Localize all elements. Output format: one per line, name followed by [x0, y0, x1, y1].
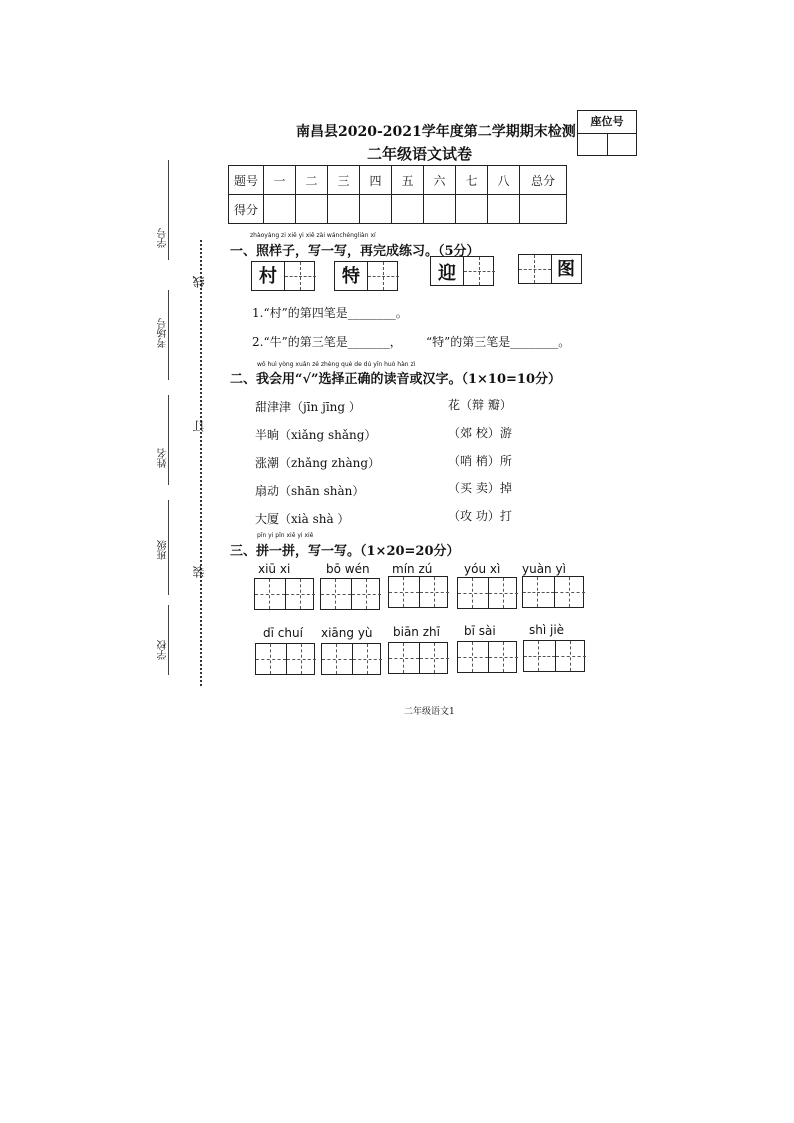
- q3-pinyin-r2-5: shì jiè: [529, 623, 565, 637]
- q1-title: 一、照样子，写一写，再完成练习。（5分）: [230, 244, 480, 259]
- binding-dotted-line: [200, 240, 202, 686]
- score-row-label: 得分: [229, 195, 264, 224]
- q2-right-3[interactable]: （哨 梢）所: [448, 454, 512, 468]
- q1-line2b: “特”的第三笔是________。: [426, 335, 571, 349]
- model-char: 迎: [438, 263, 456, 284]
- q3-pinyin-r1-2: bō wén: [326, 562, 370, 576]
- score-cell[interactable]: [424, 195, 456, 224]
- q3-pinyin-r2-1: dī chuí: [263, 626, 303, 640]
- q3-answer-box-r2-2[interactable]: [321, 643, 381, 675]
- q2-right-2[interactable]: （郊 校）游: [448, 426, 512, 440]
- q2-left-1[interactable]: 甜津津（jīn jīng ）: [255, 400, 361, 414]
- q3-answer-box-r1-1[interactable]: [254, 578, 314, 610]
- seat-divider: [607, 133, 608, 155]
- score-table-score-row: [229, 195, 567, 224]
- q3-pinyin-r1-5: yuàn yì: [522, 562, 566, 576]
- q3-pinyin-r2-2: xiāng yù: [321, 626, 373, 640]
- q3-title: 三、拼一拼，写一写。（1×20=20分）: [230, 544, 460, 559]
- q2-left-2[interactable]: 半晌（xiǎng shǎng）: [255, 428, 377, 442]
- score-table-header-row: [229, 166, 567, 195]
- field-exam-room-label: 考场号: [158, 318, 169, 348]
- q2-left-4[interactable]: 扇动（shān shàn）: [255, 484, 365, 498]
- q3-pinyin-r1-4: yóu xì: [464, 562, 501, 576]
- score-header-cell: 七: [456, 166, 488, 195]
- binding-mark-bind: 订: [192, 420, 206, 432]
- q3-pinyin-r2-3: biān zhī: [393, 625, 440, 639]
- q1-char-box-1[interactable]: [251, 261, 315, 291]
- score-cell[interactable]: [456, 195, 488, 224]
- q2-right-4[interactable]: （买 卖）掉: [448, 481, 512, 495]
- score-cell[interactable]: [296, 195, 328, 224]
- score-cell[interactable]: [392, 195, 424, 224]
- binding-mark-mount: 装: [192, 566, 206, 578]
- model-char: 特: [342, 266, 360, 287]
- q1-line2a: 2.“牛”的第三笔是_______，: [252, 335, 402, 349]
- q3-answer-box-r1-4[interactable]: [457, 577, 517, 609]
- q2-pinyin: wǒ huì yòng xuǎn zé zhèng què de dú yīn huò hàn zì: [257, 361, 416, 368]
- q3-answer-box-r1-5[interactable]: [522, 576, 584, 608]
- q3-pinyin-r2-4: bī sài: [464, 624, 496, 638]
- score-header-cell: 八: [488, 166, 520, 195]
- score-table: [228, 165, 567, 224]
- q3-answer-box-r1-2[interactable]: [320, 578, 380, 610]
- score-header-cell: 五: [392, 166, 424, 195]
- q2-title: 二、我会用“√”选择正确的读音或汉字。（1×10=10分）: [230, 372, 562, 387]
- score-cell[interactable]: [488, 195, 520, 224]
- page-footer: 二年级语文1: [404, 707, 455, 717]
- model-char: 图: [557, 259, 575, 280]
- exam-title: 南昌县2020-2021学年度第二学期期末检测: [296, 124, 576, 140]
- q2-right-5[interactable]: （攻 功）打: [448, 509, 512, 523]
- q3-pinyin: pīn yi pīn xiě yi xiě: [257, 532, 314, 539]
- q3-answer-box-r2-4[interactable]: [457, 641, 517, 673]
- q3-answer-box-r2-5[interactable]: [523, 640, 585, 672]
- score-header-cell: 四: [360, 166, 392, 195]
- q1-line1: 1.“村”的第四笔是________。: [252, 306, 408, 320]
- q3-answer-box-r2-1[interactable]: [255, 643, 315, 675]
- q1-char-box-3[interactable]: [430, 256, 494, 286]
- score-cell[interactable]: [520, 195, 567, 224]
- q3-answer-box-r1-3[interactable]: [388, 576, 448, 608]
- q2-right-1[interactable]: 花（辩 瓣）: [448, 398, 512, 412]
- score-header-cell: 六: [424, 166, 456, 195]
- q3-answer-box-r2-3[interactable]: [388, 642, 448, 674]
- field-name-label: 姓名: [158, 448, 169, 468]
- seat-number-box: [577, 110, 637, 156]
- q3-pinyin-r1-3: mín zú: [392, 562, 433, 576]
- binding-mark-line: 线: [192, 276, 206, 288]
- q2-left-3[interactable]: 涨潮（zhǎng zhàng）: [255, 456, 381, 470]
- score-cell[interactable]: [360, 195, 392, 224]
- score-header-cell: 题号: [229, 166, 264, 195]
- field-class-label: 班级: [158, 540, 169, 560]
- q1-char-box-2[interactable]: [334, 261, 398, 291]
- seat-number-label: 座位号: [578, 111, 636, 134]
- score-header-cell: 总分: [520, 166, 567, 195]
- q1-char-box-4[interactable]: [518, 254, 582, 284]
- field-student-id-label: 学号: [158, 228, 169, 248]
- q3-pinyin-r1-1: xiū xi: [258, 562, 291, 576]
- score-header-cell: 三: [328, 166, 360, 195]
- field-line-name: [168, 395, 169, 485]
- exam-subtitle: 二年级语文试卷: [367, 145, 473, 163]
- q2-left-5[interactable]: 大厦（xià shà ）: [255, 512, 350, 526]
- score-cell[interactable]: [328, 195, 360, 224]
- score-header-cell: 一: [264, 166, 296, 195]
- model-char: 村: [259, 266, 277, 287]
- score-header-cell: 二: [296, 166, 328, 195]
- q1-pinyin: zhàoyàng zi xiě yi xiě zài wánchéngliàn xí: [250, 232, 376, 239]
- score-cell[interactable]: [264, 195, 296, 224]
- field-school-label: 学校: [158, 640, 169, 660]
